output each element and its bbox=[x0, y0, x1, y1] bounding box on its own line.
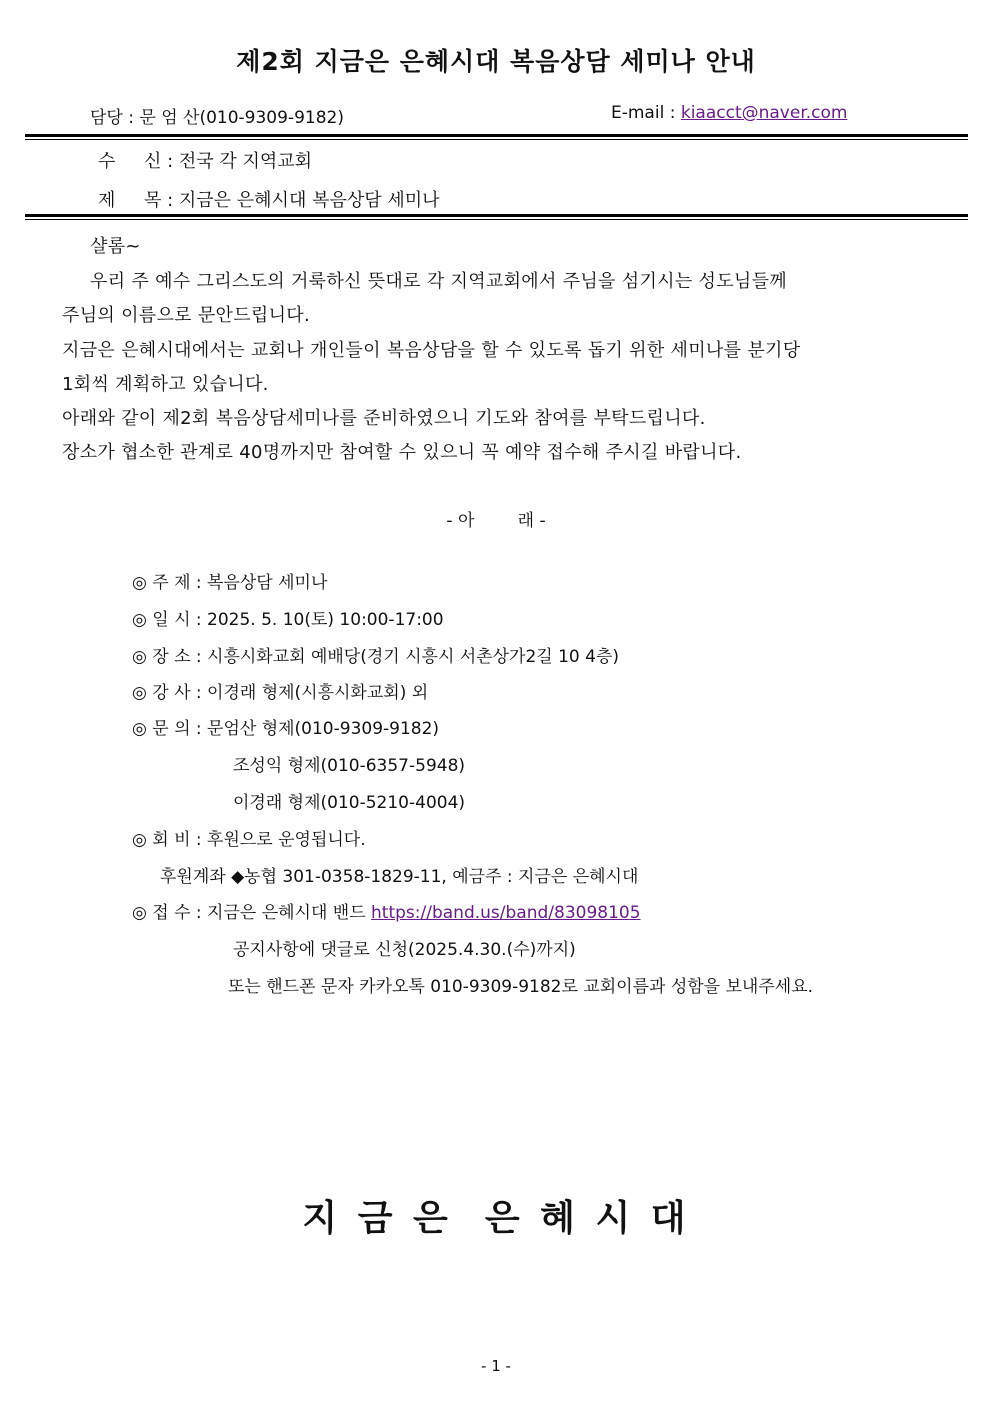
detail-registration bbox=[132, 898, 641, 923]
greeting: 샬롬~ bbox=[90, 236, 141, 257]
body-line-3: 지금은 은혜시대에서는 교회나 개인들이 복음상담을 할 수 있도록 돕기 위한 세미나를 분기당 bbox=[62, 340, 801, 361]
detail-fee: ◎ 회 비 : 후원으로 운영됩니다. bbox=[132, 830, 366, 850]
email-contact bbox=[611, 103, 847, 123]
detail-speaker: ◎ 강 사 : 이경래 형제(시흥시화교회) 외 bbox=[132, 683, 429, 703]
detail-registration-2: 공지사항에 댓글로 신청(2025.4.30.(수)까지) bbox=[233, 940, 576, 960]
email-link[interactable]: kiaacct@naver.com bbox=[680, 103, 848, 123]
body-line-6: 장소가 협소한 관계로 40명까지만 참여할 수 있으니 꼭 예약 접수해 주시길 바랍니다. bbox=[62, 442, 742, 463]
header-rule-top-thin bbox=[25, 139, 968, 140]
header-rule-top-thick bbox=[25, 134, 968, 137]
body-line-1: 우리 주 예수 그리스도의 거룩하신 뜻대로 각 지역교회에서 주님을 섬기시는 성도님들께 bbox=[90, 271, 787, 292]
subject-line: 제 목 : 지금은 은혜시대 복음상담 세미나 bbox=[98, 190, 440, 211]
registration-text: ◎ 접 수 : 지금은 은혜시대 밴드 bbox=[132, 903, 372, 923]
header-rule-bottom-thick bbox=[25, 214, 968, 217]
footer-org-name: 지 금 은 은 혜 시 대 bbox=[302, 1198, 690, 1239]
band-link[interactable]: https://band.us/band/83098105 bbox=[371, 903, 641, 923]
detail-topic: ◎ 주 제 : 복음상담 세미나 bbox=[132, 573, 328, 593]
detail-inquiry: ◎ 문 의 : 문엄산 형제(010-9309-9182) bbox=[132, 719, 440, 739]
detail-inquiry-2: 조성익 형제(010-6357-5948) bbox=[233, 756, 466, 776]
recipient-line: 수 신 : 전국 각 지역교회 bbox=[98, 151, 313, 172]
detail-inquiry-3: 이경래 형제(010-5210-4004) bbox=[233, 793, 466, 813]
detail-place: ◎ 장 소 : 시흥시화교회 예배당(경기 시흥시 서촌상가2길 10 4층) bbox=[132, 647, 620, 667]
page-number: - 1 - bbox=[481, 1357, 511, 1375]
detail-registration-3: 또는 핸드폰 문자 카카오톡 010-9309-9182로 교회이름과 성함을 보내주세요. bbox=[228, 977, 814, 997]
document-title: 제2회 지금은 은혜시대 복음상담 세미나 안내 bbox=[236, 47, 756, 76]
email-label: E-mail : bbox=[611, 103, 681, 123]
body-line-4: 1회씩 계획하고 있습니다. bbox=[62, 374, 269, 395]
header-rule-bottom-thin bbox=[25, 219, 968, 220]
detail-date: ◎ 일 시 : 2025. 5. 10(토) 10:00-17:00 bbox=[132, 610, 444, 630]
notice-heading: - 아 래 - bbox=[446, 511, 546, 531]
body-line-5: 아래와 같이 제2회 복음상담세미나를 준비하였으니 기도와 참여를 부탁드립니다. bbox=[62, 408, 706, 429]
body-line-2: 주님의 이름으로 문안드립니다. bbox=[62, 305, 311, 326]
manager-contact: 담당 : 문 엄 산(010-9309-9182) bbox=[90, 108, 344, 128]
detail-account: 후원계좌 ◆농협 301-0358-1829-11, 예금주 : 지금은 은혜시대 bbox=[160, 867, 639, 887]
